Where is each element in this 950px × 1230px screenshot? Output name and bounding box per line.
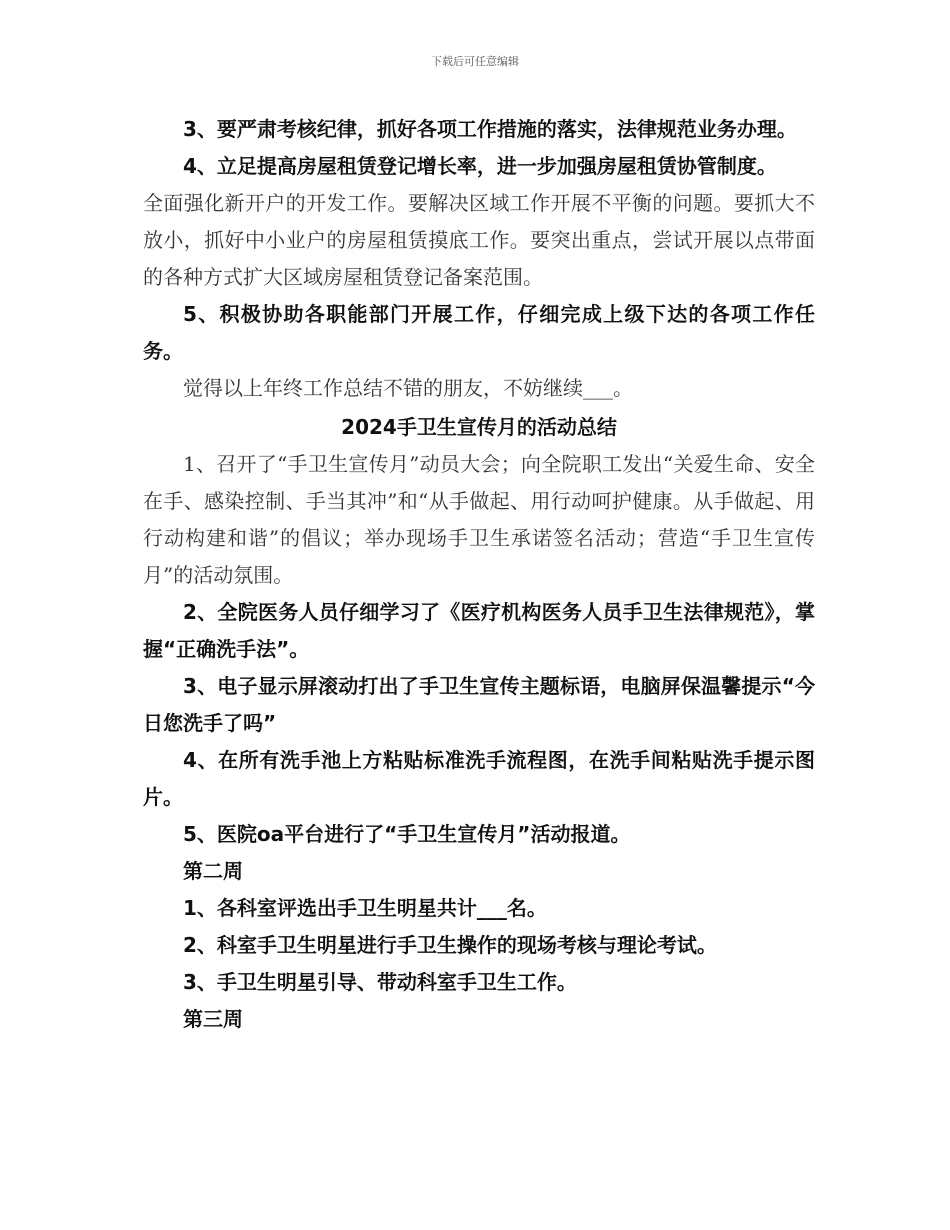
paragraph-item-4: 4、立足提高房屋租赁登记增长率，进一步加强房屋租赁协管制度。 <box>183 154 777 178</box>
week2-item-3: 3、手卫生明星引导、带动科室手卫生工作。 <box>183 970 577 994</box>
activity-item-4: 4、在所有洗手池上方粘贴标准洗手流程图，在洗手间粘贴洗手提示图片。 <box>143 748 815 809</box>
document-body <box>143 111 815 1038</box>
activity-item-3: 3、电子显示屏滚动打出了手卫生宣传主题标语，电脑屏保温馨提示“今日您洗手了吗” <box>143 674 815 735</box>
paragraph-body: 全面强化新开户的开发工作。要解决区域工作开展不平衡的问题。要抓大不放小，抓好中小业户的房屋租赁摸底工作。要突出重点，尝试开展以点带面的各种方式扩大区域房屋租赁登记备案范围。 <box>143 191 815 289</box>
paragraph-closing: 觉得以上年终工作总结不错的朋友，不妨继续___。 <box>183 376 633 400</box>
week-heading-3: 第三周 <box>183 1007 243 1031</box>
activity-item-5: 5、医院oa平台进行了“手卫生宣传月”活动报道。 <box>183 822 631 846</box>
activity-item-1: 1、召开了“手卫生宣传月”动员大会；向全院职工发出“关爱生命、安全在手、感染控制、手当其冲”和“从手做起、用行动呵护健康。从手做起、用行动构建和谐”的倡议；举办现场手卫生承诺签名活动；营造“手卫生宣传月”的活动氛围。 <box>143 452 815 587</box>
paragraph-item-5: 5、积极协助各职能部门开展工作，仔细完成上级下达的各项工作任务。 <box>143 302 815 363</box>
activity-item-2: 2、全院医务人员仔细学习了《医疗机构医务人员手卫生法律规范》，掌握“正确洗手法”。 <box>143 600 815 661</box>
week2-item-2: 2、科室手卫生明星进行手卫生操作的现场考核与理论考试。 <box>183 933 717 957</box>
section-title: 2024手卫生宣传月的活动总结 <box>341 415 617 439</box>
week-heading-2: 第二周 <box>183 859 243 883</box>
week2-item-1: 1、各科室评选出手卫生明星共计___名。 <box>183 896 547 920</box>
paragraph-item-3: 3、要严肃考核纪律，抓好各项工作措施的落实，法律规范业务办理。 <box>183 117 797 141</box>
page-header: 下载后可任意编辑 <box>431 55 519 68</box>
